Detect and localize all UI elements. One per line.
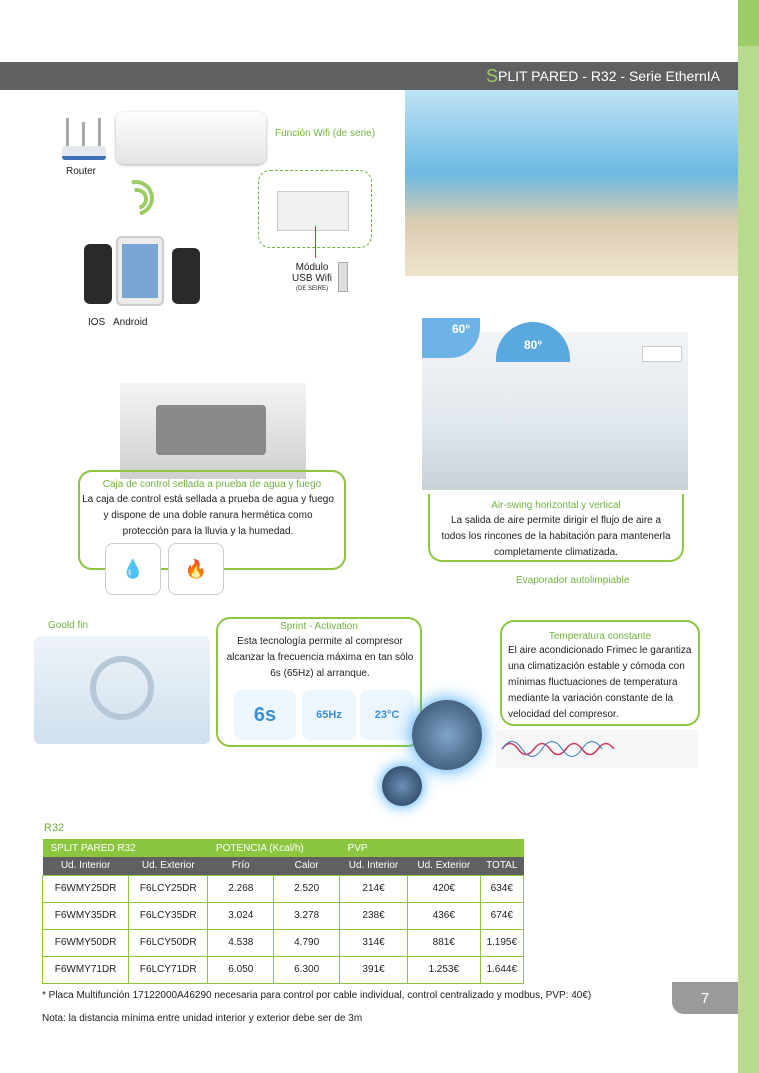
side-bar <box>738 0 759 1073</box>
wifi-signal-icon <box>118 180 158 220</box>
cell: 1.195€ <box>480 929 523 956</box>
table-row <box>43 902 524 929</box>
col-ud-interior: Ud. Interior <box>43 857 129 875</box>
table-section-label: R32 <box>44 822 65 834</box>
page-number: 7 <box>672 982 738 1014</box>
module-label-2: USB Wifi <box>292 273 332 284</box>
module-label-1: Módulo <box>295 262 329 273</box>
col-ud-exterior: Ud. Exterior <box>129 857 208 875</box>
beach-photo <box>405 90 738 276</box>
footnote-placa: * Placa Multifunción 17122000A46290 necesaria para control por cable individual, control centralizado y modbus, PVP: 40€) <box>42 990 592 1001</box>
airswing-title: Air-swing horizontal y vertical <box>491 500 621 511</box>
outdoor-unit-image <box>34 636 210 744</box>
water-icon: 💧 <box>105 543 161 595</box>
group-header-split: SPLIT PARED R32 <box>43 839 208 857</box>
footnote-distance: Nota: la distancia mínima entre unidad interior y exterior debe ser de 3m <box>42 1013 363 1024</box>
wave-icon <box>496 730 698 768</box>
fire-icon: 🔥 <box>168 543 224 595</box>
temp-title: Temperatura constante <box>548 631 652 642</box>
iphone-image <box>84 244 112 304</box>
col-total: TOTAL <box>480 857 523 875</box>
angle-80-icon: 80° <box>496 322 570 362</box>
cell: 436€ <box>408 902 481 929</box>
cell: 634€ <box>480 875 523 902</box>
goldfin-label: Goold fin <box>48 620 89 631</box>
arrow-line <box>315 226 316 258</box>
cell: 4.538 <box>208 929 274 956</box>
table-column-header <box>43 857 524 875</box>
cell: F6WMY50DR <box>43 929 129 956</box>
evaporator-label: Evaporador autolimpiable <box>516 575 630 586</box>
cell: 674€ <box>480 902 523 929</box>
temp-text: El aire acondicionado Frimec le garantiza una climatización estable y cómoda con mínimas fluctuaciones de temperatura mediante la variación constante de la velocidad del compresor. <box>508 645 692 720</box>
cell: 391€ <box>340 956 408 983</box>
col-frio: Frío <box>208 857 274 875</box>
cell: F6WMY25DR <box>43 875 129 902</box>
cell: 1.644€ <box>480 956 523 983</box>
cell: 6.050 <box>208 956 274 983</box>
control-box-text: La caja de control está sellada a prueba de agua y fuego y dispone de una doble ranura hermética como protección para la lluvia y la humedad. <box>82 494 334 537</box>
group-header-potencia: POTENCIA (Kcal/h) <box>208 839 340 857</box>
wave-graph <box>496 730 698 768</box>
cell: 238€ <box>340 902 408 929</box>
indoor-unit-image <box>116 112 266 164</box>
sprint-65hz-icon: 65Hz <box>302 690 356 740</box>
sprint-temp-icon: 23°C <box>360 690 414 740</box>
control-box-photo <box>120 383 306 479</box>
col-pvp-exterior: Ud. Exterior <box>408 857 481 875</box>
control-box-title: Caja de control sellada a prueba de agua y fuego <box>102 479 322 490</box>
cell: F6WMY71DR <box>43 956 129 983</box>
router-image <box>62 118 106 162</box>
cell: F6WMY35DR <box>43 902 129 929</box>
tablet-image <box>116 236 164 306</box>
header-initial: S <box>485 65 498 86</box>
cell: 2.268 <box>208 875 274 902</box>
cell: 1.253€ <box>408 956 481 983</box>
cell: F6LCY35DR <box>129 902 208 929</box>
cell: 3.278 <box>274 902 340 929</box>
sprint-text: Esta tecnología permite al compresor alcanzar la frecuencia máxima en tan sólo 6s (65Hz) al arranque. <box>226 636 414 679</box>
router-label: Router <box>66 166 97 177</box>
cell: 6.300 <box>274 956 340 983</box>
table-row <box>43 929 524 956</box>
group-header-pvp: PVP <box>340 839 524 857</box>
compressor-image <box>372 680 512 820</box>
cell: 420€ <box>408 875 481 902</box>
cell: 4.790 <box>274 929 340 956</box>
table-row <box>43 956 524 983</box>
table-row <box>43 875 524 902</box>
usb-stick-image <box>338 262 348 292</box>
sprint-title: Sprint - Activation <box>280 621 358 632</box>
cell: 881€ <box>408 929 481 956</box>
header-title: PLIT PARED - R32 - Serie EthernIA <box>497 68 720 84</box>
cell: 314€ <box>340 929 408 956</box>
price-table <box>42 839 524 984</box>
page-header <box>0 62 738 90</box>
module-label-3: (DE SEIRE) <box>295 286 328 292</box>
angle-60-icon: 60° <box>422 318 480 358</box>
airswing-text: La salida de aire permite dirigir el flujo de aire a todos los rincones de la habitación para mantenerla completamente climatizada. <box>441 515 671 558</box>
cell: 2.520 <box>274 875 340 902</box>
cell: 214€ <box>340 875 408 902</box>
table-group-header <box>43 839 524 857</box>
col-pvp-interior: Ud. Interior <box>340 857 408 875</box>
cell: 3.024 <box>208 902 274 929</box>
cell: F6LCY71DR <box>129 956 208 983</box>
col-calor: Calor <box>274 857 340 875</box>
cell: F6LCY50DR <box>129 929 208 956</box>
wifi-label: Función Wifi (de serie) <box>275 128 376 139</box>
android-image <box>172 248 200 304</box>
sprint-6s-icon: 6s <box>234 690 296 740</box>
module-label <box>290 262 334 295</box>
cell: F6LCY25DR <box>129 875 208 902</box>
os-label: IOS Android <box>88 317 148 328</box>
